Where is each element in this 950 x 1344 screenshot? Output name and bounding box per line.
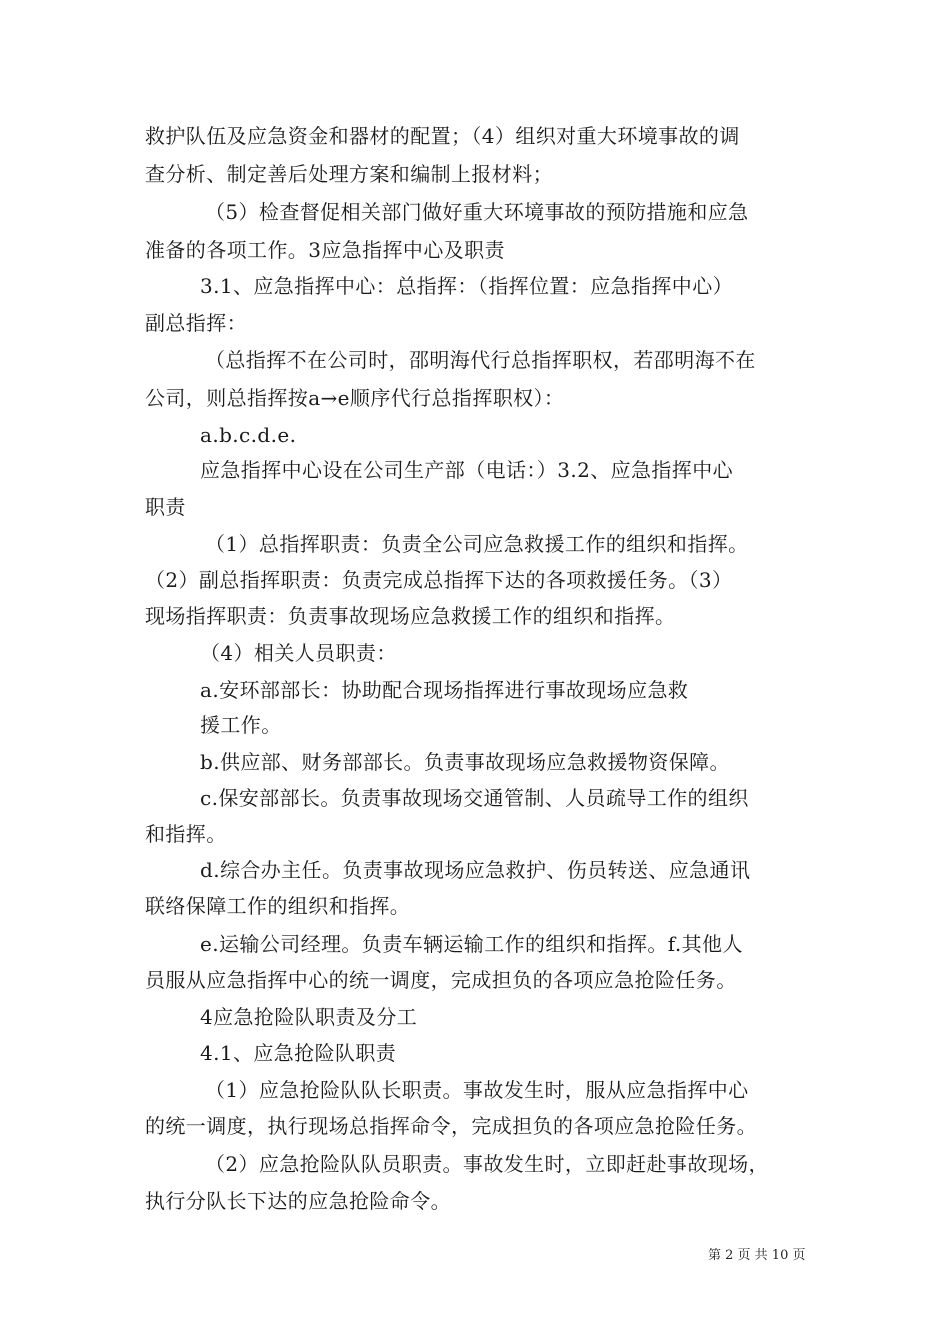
body-line: （2）副总指挥职责：负责完成总指挥下达的各项救援任务。（3） [145,568,733,592]
body-line: 和指挥。 [145,822,227,846]
page-number: 第 2 页 共 10 页 [708,1248,806,1263]
body-line: 职责 [145,495,186,519]
body-line: （1）总指挥职责：负责全公司应急救援工作的组织和指挥。 [205,532,749,556]
body-line: c.保安部部长。负责事故现场交通管制、人员疏导工作的组织 [200,786,749,810]
body-line: （总指挥不在公司时，邵明海代行总指挥职权，若邵明海不在 [205,348,756,372]
body-line: a.b.c.d.e. [200,423,297,447]
body-line: （1）应急抢险队队长职责。事故发生时，服从应急指挥中心 [205,1078,749,1102]
body-line: 副总指挥： [145,311,247,335]
body-line: 执行分队长下达的应急抢险命令。 [145,1189,451,1213]
body-line: e.运输公司经理。负责车辆运输工作的组织和指挥。f.其他人 [200,932,743,956]
body-line: 救护队伍及应急资金和器材的配置；（4）组织对重大环境事故的调 [145,124,740,148]
body-line: a.安环部部长：协助配合现场指挥进行事故现场应急救 [200,678,689,702]
section-heading: 4应急抢险队职责及分工 [200,1005,418,1029]
body-line: 应急指挥中心设在公司生产部（电话：）3.2、应急指挥中心 [200,458,734,482]
body-line: 员服从应急指挥中心的统一调度，完成担负的各项应急抢险任务。 [145,968,737,992]
body-line: 3.1、应急指挥中心：总指挥：（指挥位置：应急指挥中心） [200,274,734,298]
body-line: 公司，则总指挥按a→e顺序代行总指挥职权）： [145,386,565,410]
body-line: 查分析、制定善后处理方案和编制上报材料； [145,162,553,186]
body-line: 现场指挥职责：负责事故现场应急救援工作的组织和指挥。 [145,604,676,628]
body-line: （5）检查督促相关部门做好重大环境事故的预防措施和应急 [205,200,749,224]
subsection-heading: 4.1、应急抢险队职责 [200,1041,397,1065]
body-line: 准备的各项工作。3应急指挥中心及职责 [145,238,505,262]
body-line: b.供应部、财务部部长。负责事故现场应急救援物资保障。 [200,750,730,774]
body-line: 的统一调度，执行现场总指挥命令，完成担负的各项应急抢险任务。 [145,1114,757,1138]
body-line: （4）相关人员职责： [200,641,397,665]
body-line: 联络保障工作的组织和指挥。 [145,894,411,918]
body-line: 援工作。 [200,713,282,737]
body-line: d.综合办主任。负责事故现场应急救护、伤员转送、应急通讯 [200,858,751,882]
body-line: （2）应急抢险队队员职责。事故发生时，立即赶赴事故现场， [205,1152,769,1176]
